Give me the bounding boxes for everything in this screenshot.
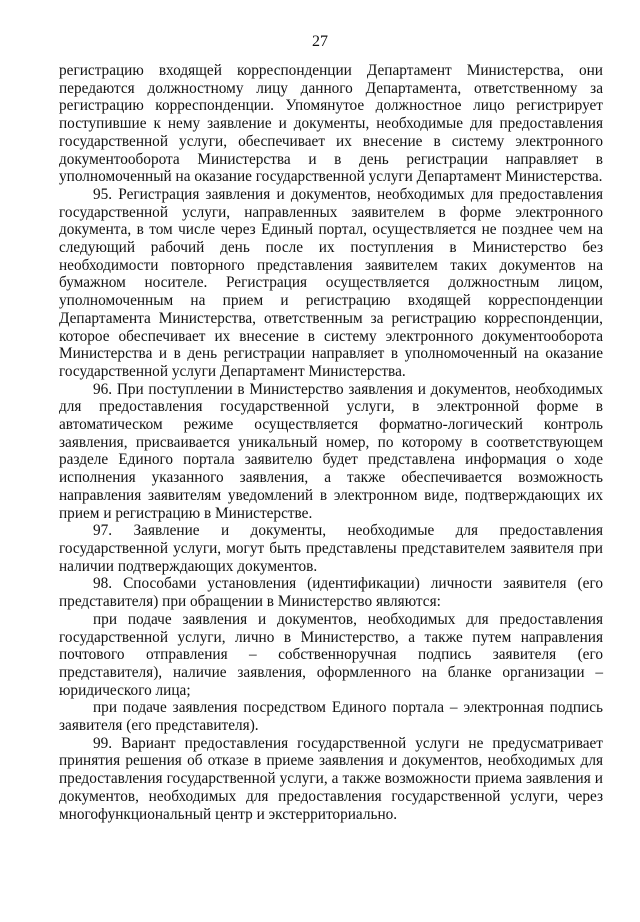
paragraph-99: 99. Вариант предоставления государственной услуги не предусматривает принятия решения об отказе в приеме заявления и документов, необходимых для предоставления государственной услуги, а также возможности приема заявления и документов, необходимых для предоставления государственной услуги, через многофункциональный центр и экстерриториально. bbox=[59, 734, 603, 823]
paragraph-continuation: регистрацию входящей корреспонденции Департамент Министерства, они передаются должностному лицу данного Департамента, ответственному за регистрацию корреспонденции. Упомянутое должностное лицо регистрирует поступившие к нему заявление и документы, необходимые для предоставления государственной услуги, обеспечивает их внесение в систему электронного документооборота Министерства и в день регистрации направляет в уполномоченный на оказание государственной услуги Департамент Министерства. bbox=[59, 62, 603, 186]
paragraph-98: 98. Способами установления (идентификации) личности заявителя (его представителя) при обращении в Министерство являются: bbox=[59, 575, 603, 611]
page-number: 27 bbox=[312, 33, 328, 50]
document-body bbox=[59, 62, 603, 823]
paragraph-98-item-2: при подаче заявления посредством Единого портала – электронная подпись заявителя (его представителя). bbox=[59, 699, 603, 735]
paragraph-96: 96. При поступлении в Министерство заявления и документов, необходимых для предоставления государственной услуги, в электронной форме в автоматическом режиме осуществляется форматно-логический контроль заявления, присваивается уникальный номер, по которому в соответствующем разделе Единого портала заявителю будет представлена информация о ходе исполнения указанного заявления, а также обеспечивается возможность направления заявителям уведомлений в электронном виде, подтверждающих их прием и регистрацию в Министерстве. bbox=[59, 380, 603, 522]
paragraph-98-item-1: при подаче заявления и документов, необходимых для предоставления государственной услуги, лично в Министерство, а также путем направления почтового отправления – собственноручная подпись заявителя (его представителя), наличие заявления, оформленного на бланке организации – юридического лица; bbox=[59, 610, 603, 699]
paragraph-97: 97. Заявление и документы, необходимые для предоставления государственной услуги, могут быть представлены представителем заявителя при наличии подтверждающих документов. bbox=[59, 522, 603, 575]
paragraph-95: 95. Регистрация заявления и документов, необходимых для предоставления государственной услуги, направленных заявителем в форме электронного документа, в том числе через Единый портал, осуществляется не позднее чем на следующий рабочий день после их поступления в Министерство без необходимости повторного представления заявителем таких документов на бумажном носителе. Регистрация осуществляется должностным лицом, уполномоченным на прием и регистрацию входящей корреспонденции Департамента Министерства, ответственным за регистрацию корреспонденции, которое обеспечивает их внесение в систему электронного документооборота Министерства и в день регистрации направляет в уполномоченный на оказание государственной услуги Департамент Министерства. bbox=[59, 185, 603, 380]
